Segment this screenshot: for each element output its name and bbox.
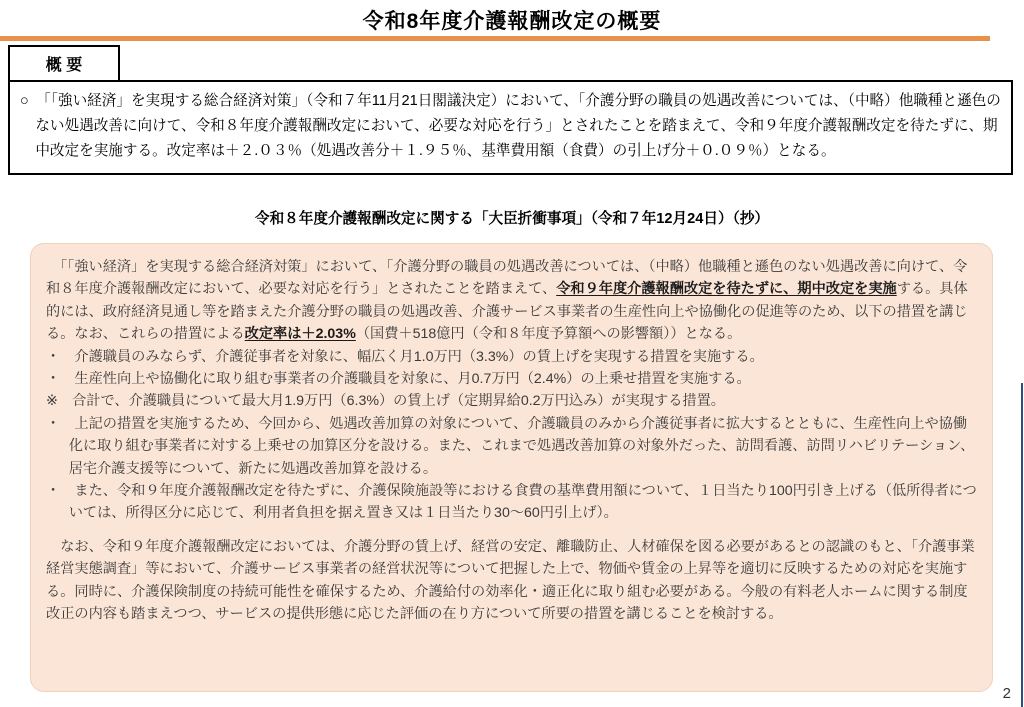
minister-heading: 令和８年度介護報酬改定に関する「大臣折衝事項」（令和７年12月24日）（抄） xyxy=(254,211,770,227)
minister-closing-paragraph: なお、令和９年度介護報酬改定においては、介護分野の賃上げ、経営の安定、離職防止、人材確保を図る必要があるとの認識のもと、「介護事業経営実態調査」等において、介護サービス事業者の経営状況等について把握した上で、物価や賃金の上昇等を適切に反映するための対応を実施する。同時に、介護保険制度の持続可能性を確保するため、介護給付の効率化・適正化に取り組む必要がある。今般の有料老人ホームに関する制度改正の内容も踏まえつつ、サービスの提供形態に応じた評価の在り方について所要の措置を講じることを検討する。 xyxy=(46,538,975,623)
overview-tab-label: 概 要 xyxy=(45,57,83,74)
bullet-treatment-improvement-addition: ・ 上記の措置を実施するため、今回から、処遇改善加算の対象について、介護職員のみから介護従事者に拡大するとともに、生産性向上や協働化に取り組む事業者に対する上乗せの加算区分を設ける。また、これまで処遇改善加算の対象外だった、訪問看護、訪問リハビリテーション、居宅介護支援等について、新たに処遇改善加算を設ける。 xyxy=(46,415,975,477)
p1-text: する。具体的には、政府経済見通し等を踏まえた介護分野の職員の処遇改善、介護サービス事業者の生産性向上や協働化の促進等のため、以下の措置を講じる。なお、これらの措置による xyxy=(46,281,968,343)
minister-paragraph-1 xyxy=(46,256,977,346)
overview-section xyxy=(8,45,1013,175)
title-accent-bar xyxy=(0,36,990,41)
p1-text: （国費＋518億円（令和８年度予算額への影響額））となる。 xyxy=(355,326,742,343)
page-number: 2 xyxy=(1002,685,1011,702)
p1-emphasis-revision-rate: 改定率は＋2.03% xyxy=(244,326,356,343)
bullet-meal-cost-standard: ・ また、令和９年度介護報酬改定を待たずに、介護保険施設等における食費の基準費用額について、１日当たり100円引き上げる（低所得者については、所得区分に応じて、利用者負担を据え置き又は１日当たり30～60円引上げ）。 xyxy=(46,483,977,522)
minister-box xyxy=(30,243,993,692)
note-total-wage-increase: ※ 合計で、介護職員について最大月1.9万円（6.3%）の賃上げ（定期昇給0.2万円込み）が実現する措置。 xyxy=(46,393,725,410)
bullet-wage-increase: ・ 介護職員のみならず、介護従事者を対象に、幅広く月1.0万円（3.3%）の賃上げを実現する措置を実施する。 xyxy=(46,348,764,365)
right-edge-line xyxy=(1021,383,1023,707)
overview-box xyxy=(8,80,1013,175)
p1-emphasis-midyear-revision: 令和９年度介護報酬改定を待たずに、期中改定を実施 xyxy=(556,281,897,298)
bullet-productivity-addon: ・ 生産性向上や協働化に取り組む事業者の介護職員を対象に、月0.7万円（2.4%）の上乗せ措置を実施する。 xyxy=(46,371,751,388)
overview-tab xyxy=(8,45,120,82)
page-title: 令和8年度介護報酬改定の概要 xyxy=(362,10,662,33)
overview-body: ○ 「「強い経済」を実現する総合経済対策」（令和７年11月21日閣議決定）において、「介護分野の職員の処遇改善については、（中略）他職種と遜色のない処遇改善に向けて、令和８年度介護報酬改定において、必要な対応を行う」とされたことを踏まえて、令和９年度介護報酬改定を待たずに、期中改定を実施する。改定率は＋２.０３％（処遇改善分＋１.９５％、基準費用額（食費）の引上げ分＋０.０９％）となる。 xyxy=(20,93,1001,159)
p1-text: 「「強い経済」を実現する総合経済対策」において、「介護分野の職員の処遇改善については、（中略）他職種と遜色のない処遇改善に向けて、令和８年度介護報酬改定において、必要な対応を行う」とされたことを踏まえて、 xyxy=(46,259,968,298)
